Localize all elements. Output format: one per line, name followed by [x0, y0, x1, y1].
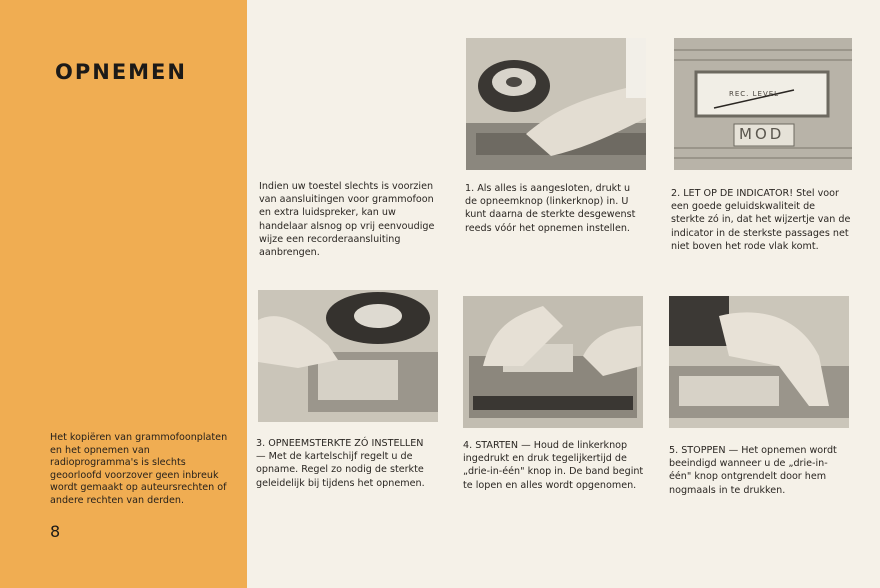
page-title: OPNEMEN	[55, 60, 187, 84]
step-2-text: 2. LET OP DE INDICATOR! Stel voor een goede geluidskwaliteit de sterkte zó in, dat het wijzertje van de indicator in de sterkste passages net niet boven het rode vlak komt.	[671, 188, 851, 252]
step-5-text: 5. STOPPEN — Het opnemen wordt beeindigd wanneer u de „drie-in-één" knop ontgrendelt door hem nogmaals in te drukken.	[669, 445, 837, 496]
step-3-text: 3. OPNEEMSTERKTE ZÓ INSTELLEN — Met de kartelschijf regelt u de opname. Regel zo nodig de sterkte geleidelijk bij tijdens het opnemen.	[256, 438, 425, 489]
photo-step-1-illustration	[466, 38, 646, 170]
photo-step-4	[463, 296, 643, 428]
photo-step-1	[466, 38, 646, 170]
step-4-text: 4. STARTEN — Houd de linkerknop ingedrukt en druk tegelijkertijd de „drie-in-één" knop in. De band begint te lopen en alles wordt opgenomen.	[463, 440, 644, 491]
photo-step-5	[669, 296, 849, 428]
step-1-text: 1. Als alles is aangesloten, drukt u de opneemknop (linkerknop) in. U kunt daarna de sterkte desgewenst reeds vóór het opnemen instellen.	[465, 183, 636, 234]
photo-step-2	[674, 38, 852, 170]
page-number: 8	[50, 522, 61, 541]
photo-step-5-illustration	[669, 296, 849, 428]
indicator-brand: MOD	[739, 125, 785, 143]
intro-text: Indien uw toestel slechts is voorzien van aansluitingen voor grammofoon en extra luidspreker, kan uw handelaar alsnog op vrij eenvoudige wijze een recorderaansluiting aanbrengen.	[259, 181, 435, 259]
photo-step-3-illustration	[258, 290, 438, 422]
sidebar-panel	[0, 0, 247, 588]
photo-step-4-illustration	[463, 296, 643, 428]
photo-step-2-illustration	[674, 38, 852, 170]
indicator-label: REC. LEVEL	[729, 90, 780, 98]
photo-step-3	[258, 290, 438, 422]
copyright-note: Het kopiëren van grammofoonplaten en het opnemen van radioprogramma's is slechts geoorloofd voorzover geen inbreuk wordt gemaakt op auteursrechten of andere rechten van derden.	[50, 432, 228, 506]
